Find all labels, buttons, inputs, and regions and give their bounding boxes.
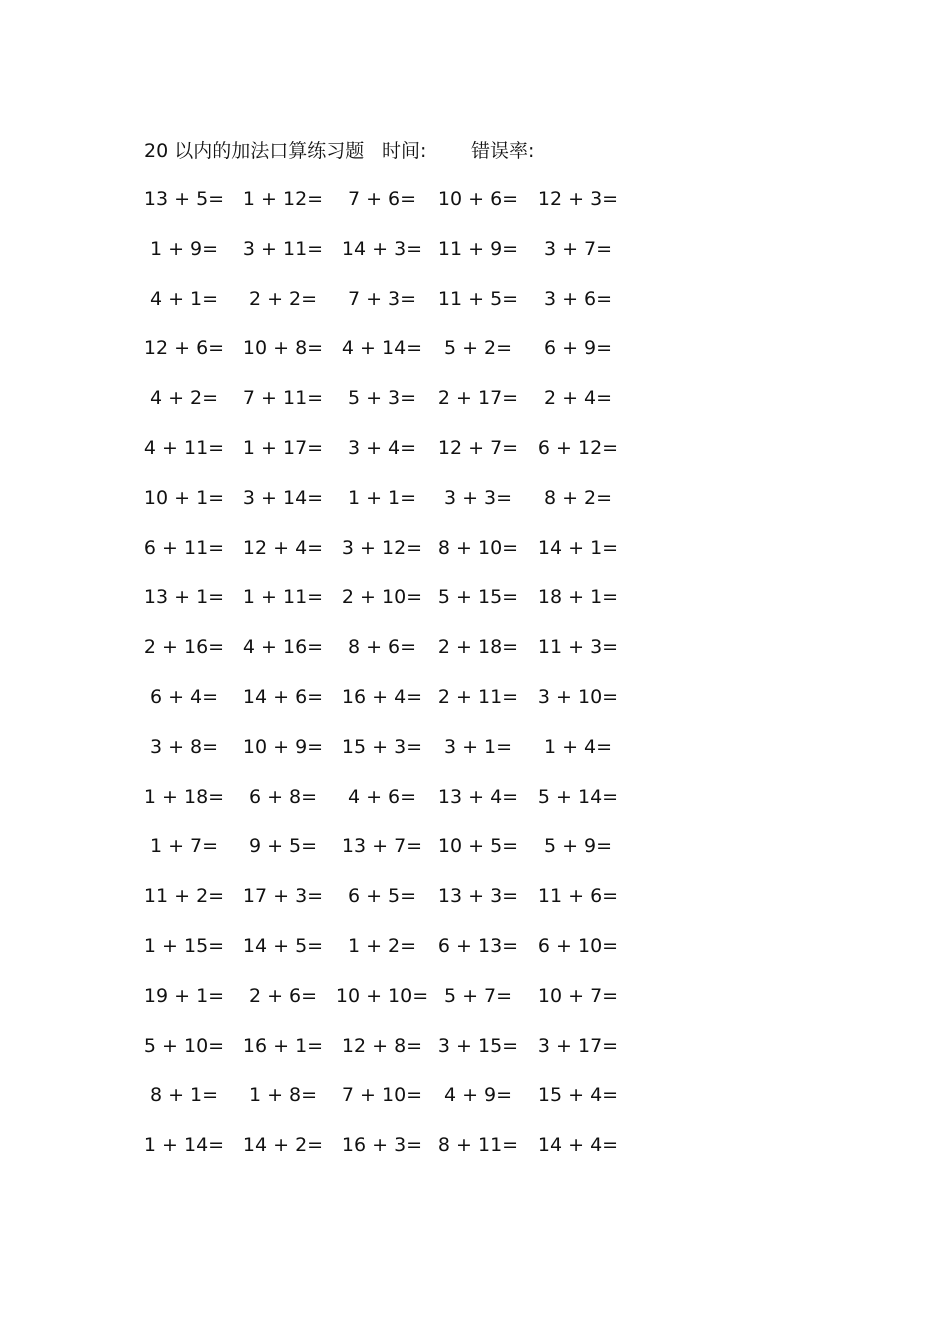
addition-problem: 6 + 13= — [437, 935, 519, 957]
problem-row — [0, 682, 950, 712]
problem-row — [0, 284, 950, 314]
addition-problem: 13 + 3= — [437, 885, 519, 908]
addition-problem: 6 + 12= — [537, 437, 619, 459]
addition-problem: 19 + 1= — [143, 984, 225, 1007]
addition-problem: 5 + 10= — [143, 1034, 225, 1057]
addition-problem: 1 + 12= — [242, 188, 324, 210]
addition-problem: 10 + 7= — [537, 984, 619, 1007]
addition-problem: 1 + 4= — [543, 735, 613, 758]
problem-row — [0, 483, 950, 513]
addition-problem: 1 + 9= — [149, 237, 219, 260]
addition-problem: 11 + 6= — [537, 885, 619, 908]
addition-problem: 1 + 14= — [143, 1134, 225, 1157]
addition-problem: 9 + 5= — [248, 835, 318, 858]
addition-problem: 6 + 5= — [347, 885, 417, 908]
addition-problem: 10 + 9= — [242, 735, 324, 758]
addition-problem: 14 + 5= — [242, 935, 324, 957]
addition-problem: 18 + 1= — [537, 586, 619, 609]
addition-problem: 12 + 8= — [341, 1034, 423, 1057]
problem-row — [0, 433, 950, 463]
addition-problem: 2 + 10= — [341, 586, 423, 609]
addition-problem: 5 + 7= — [443, 984, 513, 1007]
addition-problem: 13 + 4= — [437, 785, 519, 808]
addition-problem: 7 + 10= — [341, 1084, 423, 1107]
addition-problem: 8 + 11= — [437, 1134, 519, 1157]
problem-row — [0, 383, 950, 413]
addition-problem: 16 + 1= — [242, 1034, 324, 1057]
addition-problem: 2 + 18= — [437, 636, 519, 659]
addition-problem: 5 + 9= — [543, 835, 613, 858]
addition-problem: 7 + 11= — [242, 387, 324, 410]
addition-problem: 3 + 7= — [543, 237, 613, 260]
addition-problem: 5 + 2= — [443, 337, 513, 360]
addition-problem: 1 + 1= — [347, 486, 417, 509]
addition-problem: 12 + 7= — [437, 437, 519, 459]
addition-problem: 6 + 8= — [248, 785, 318, 808]
addition-problem: 10 + 1= — [143, 486, 225, 509]
addition-problem: 5 + 14= — [537, 785, 619, 808]
addition-problem: 13 + 1= — [143, 586, 225, 609]
addition-problem: 7 + 3= — [347, 287, 417, 310]
addition-problem: 3 + 17= — [537, 1034, 619, 1057]
addition-problem: 1 + 11= — [242, 586, 324, 609]
addition-problem: 4 + 16= — [242, 636, 324, 659]
addition-problem: 10 + 5= — [437, 835, 519, 858]
problem-row — [0, 931, 950, 961]
addition-problem: 1 + 15= — [143, 935, 225, 957]
addition-problem: 3 + 12= — [341, 536, 423, 559]
addition-problem: 2 + 11= — [437, 686, 519, 708]
problem-row — [0, 1080, 950, 1110]
addition-problem: 8 + 6= — [347, 636, 417, 659]
addition-problem: 2 + 16= — [143, 636, 225, 659]
addition-problem: 4 + 2= — [149, 387, 219, 410]
addition-problem: 4 + 9= — [443, 1084, 513, 1107]
addition-problem: 1 + 2= — [347, 935, 417, 957]
addition-problem: 2 + 2= — [248, 287, 318, 310]
addition-problem: 3 + 3= — [443, 486, 513, 509]
addition-problem: 12 + 3= — [537, 188, 619, 210]
addition-problem: 3 + 14= — [242, 486, 324, 509]
addition-problem: 15 + 4= — [537, 1084, 619, 1107]
addition-problem: 10 + 6= — [437, 188, 519, 210]
addition-problem: 11 + 5= — [437, 287, 519, 310]
addition-problem: 1 + 7= — [149, 835, 219, 858]
addition-problem: 13 + 7= — [341, 835, 423, 858]
addition-problem: 3 + 1= — [443, 735, 513, 758]
problem-row — [0, 632, 950, 662]
addition-problem: 14 + 4= — [537, 1134, 619, 1157]
addition-problem: 3 + 6= — [543, 287, 613, 310]
addition-problem: 8 + 10= — [437, 536, 519, 559]
addition-problem: 7 + 6= — [347, 188, 417, 210]
addition-problem: 16 + 4= — [341, 686, 423, 708]
addition-problem: 5 + 15= — [437, 586, 519, 609]
problem-row — [0, 184, 950, 214]
addition-problem: 16 + 3= — [341, 1134, 423, 1157]
problem-row — [0, 1130, 950, 1160]
worksheet-title: 20 以内的加法口算练习题 — [144, 140, 365, 162]
addition-problem: 6 + 10= — [537, 935, 619, 957]
addition-problem: 5 + 3= — [347, 387, 417, 410]
problem-row — [0, 533, 950, 563]
addition-problem: 4 + 11= — [143, 437, 225, 459]
addition-problem: 1 + 17= — [242, 437, 324, 459]
addition-problem: 15 + 3= — [341, 735, 423, 758]
addition-problem: 12 + 4= — [242, 536, 324, 559]
problem-row — [0, 1031, 950, 1061]
addition-problem: 14 + 6= — [242, 686, 324, 708]
addition-problem: 4 + 14= — [341, 337, 423, 360]
addition-problem: 3 + 10= — [537, 686, 619, 708]
addition-problem: 11 + 3= — [537, 636, 619, 659]
problem-row — [0, 981, 950, 1011]
addition-problem: 3 + 8= — [149, 735, 219, 758]
addition-problem: 10 + 10= — [335, 984, 429, 1007]
addition-problem: 2 + 6= — [248, 984, 318, 1007]
addition-problem: 17 + 3= — [242, 885, 324, 908]
addition-problem: 3 + 15= — [437, 1034, 519, 1057]
addition-problem: 8 + 1= — [149, 1084, 219, 1107]
addition-problem: 2 + 17= — [437, 387, 519, 410]
addition-problem: 1 + 18= — [143, 785, 225, 808]
addition-problem: 4 + 1= — [149, 287, 219, 310]
addition-problem: 6 + 11= — [143, 536, 225, 559]
addition-problem: 6 + 9= — [543, 337, 613, 360]
problem-row — [0, 234, 950, 264]
problem-row — [0, 782, 950, 812]
addition-problem: 10 + 8= — [242, 337, 324, 360]
addition-problem: 11 + 2= — [143, 885, 225, 908]
addition-problem: 12 + 6= — [143, 337, 225, 360]
addition-problem: 8 + 2= — [543, 486, 613, 509]
problem-row — [0, 732, 950, 762]
error-rate-label: 错误率: — [471, 140, 535, 162]
addition-problem: 13 + 5= — [143, 188, 225, 210]
addition-problem: 11 + 9= — [437, 237, 519, 260]
problem-row — [0, 333, 950, 363]
problem-row — [0, 831, 950, 861]
addition-problem: 6 + 4= — [149, 686, 219, 708]
addition-problem: 4 + 6= — [347, 785, 417, 808]
addition-problem: 14 + 1= — [537, 536, 619, 559]
addition-problem: 14 + 3= — [341, 237, 423, 260]
addition-problem: 2 + 4= — [543, 387, 613, 410]
problem-row — [0, 881, 950, 911]
addition-problem: 14 + 2= — [242, 1134, 324, 1157]
addition-problem: 3 + 4= — [347, 437, 417, 459]
addition-problem: 3 + 11= — [242, 237, 324, 260]
problem-row — [0, 582, 950, 612]
addition-problem: 1 + 8= — [248, 1084, 318, 1107]
time-label: 时间: — [382, 140, 427, 162]
